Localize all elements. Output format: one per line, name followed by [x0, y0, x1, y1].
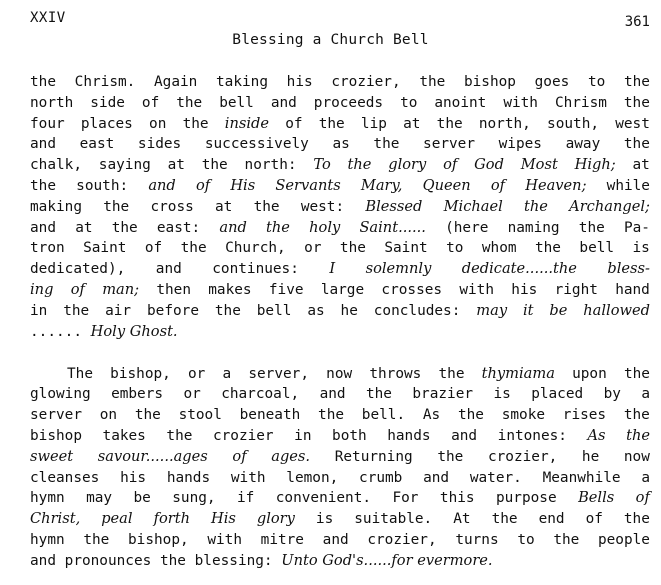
word: stool [178, 407, 222, 424]
word: crozier, [487, 448, 558, 465]
italic-word: forth [153, 510, 190, 528]
word: cross [150, 198, 194, 215]
word: the [30, 177, 56, 194]
word: As [422, 407, 441, 424]
italic-word: bless- [607, 260, 650, 278]
italic-word: of [443, 156, 458, 174]
word: the [111, 219, 138, 236]
text-line [30, 93, 650, 114]
word: the [214, 302, 241, 319]
text-line [30, 322, 650, 343]
word: his [511, 281, 538, 298]
italic-word: sweet [30, 447, 74, 465]
text-line [30, 530, 650, 551]
word: bell. [361, 407, 406, 424]
word: side [90, 94, 125, 111]
word: and [322, 531, 349, 548]
word: hand [615, 281, 650, 298]
word: and [270, 94, 297, 111]
word: crumb [359, 469, 403, 486]
text-line [30, 301, 650, 322]
word: while [606, 177, 650, 194]
word: as [332, 136, 350, 153]
text-line [30, 364, 650, 385]
italic-word: evermore. [417, 551, 493, 569]
word: At [453, 511, 471, 528]
word: the [134, 407, 161, 424]
page-number: 361 [624, 14, 650, 30]
italic-word: Archangel; [569, 197, 650, 215]
word: with [230, 469, 266, 486]
word: bishop, [128, 531, 189, 548]
word: brazier [412, 386, 474, 403]
word: the [63, 302, 90, 319]
word: water. [469, 469, 522, 486]
word: with [207, 531, 242, 548]
italic-word: ing [30, 280, 54, 298]
word: dedicated), [30, 261, 126, 278]
word: the [457, 407, 484, 424]
italic-word: the [266, 218, 290, 236]
italic-word: the [626, 426, 650, 444]
word: in [294, 427, 312, 444]
italic-word: man; [102, 280, 140, 298]
word: glowing [30, 386, 91, 403]
italic-word: As [587, 426, 606, 444]
word: cleanses [30, 469, 100, 486]
word: as [307, 302, 325, 319]
word: of [141, 94, 160, 111]
word: suitable. [354, 511, 433, 528]
word: the [159, 552, 195, 569]
word: the [623, 136, 650, 153]
word: lemon, [286, 469, 339, 486]
word: air [105, 302, 132, 319]
word: in [30, 302, 48, 319]
word: both [332, 427, 367, 444]
word: hands [166, 469, 211, 486]
word: server [423, 136, 476, 153]
word: at [632, 157, 650, 174]
word: is [632, 240, 650, 257]
word: the [166, 427, 193, 444]
word: the [623, 365, 650, 382]
word: the [623, 407, 650, 424]
italic-word: God [474, 156, 504, 174]
text-line [30, 72, 650, 93]
word: Saint [384, 240, 428, 257]
italic-word: thymiama [481, 364, 555, 382]
italic-word: of [232, 447, 247, 465]
word: and [30, 552, 65, 569]
word: and [423, 469, 450, 486]
word: people [597, 531, 650, 548]
word: chalk, [30, 157, 82, 174]
word: saying [98, 157, 151, 174]
word: wipes [498, 136, 542, 153]
word: Pa- [623, 219, 650, 236]
italic-word: ages. [271, 447, 311, 465]
word: bishop [30, 427, 82, 444]
word: and [319, 386, 346, 403]
text-line [30, 259, 650, 280]
word: and [30, 136, 56, 153]
word: of [585, 511, 603, 528]
word: the [253, 198, 280, 215]
word: hymn [30, 531, 65, 548]
word: mitre [260, 531, 304, 548]
word: takes [102, 427, 146, 444]
word: the [339, 240, 366, 257]
word: to [446, 240, 464, 257]
word: throws [369, 365, 422, 382]
word: hymn [30, 490, 65, 507]
word: or [188, 365, 206, 382]
word: is [315, 511, 334, 528]
text-line [30, 197, 650, 218]
word: proceeds [313, 94, 384, 111]
word: the [83, 531, 110, 548]
text-line [30, 509, 650, 530]
italic-word: His [211, 510, 236, 528]
word: the [182, 115, 209, 132]
chapter-number: XXIV [30, 10, 66, 26]
text-line [30, 488, 650, 509]
word: the [201, 157, 228, 174]
word: server [30, 407, 82, 424]
word: successively [204, 136, 309, 153]
italic-word: I [329, 260, 336, 278]
italic-word: and [148, 176, 176, 194]
word: four [30, 115, 65, 132]
word: bishop, [110, 365, 171, 382]
word: be [133, 490, 151, 507]
italic-word: God's......for [322, 551, 418, 569]
word: with [503, 94, 538, 111]
word: the [491, 511, 518, 528]
text-line [30, 426, 650, 447]
text-line [30, 218, 650, 239]
word: this [439, 490, 475, 507]
word: the [419, 74, 446, 90]
italic-word: Holy [90, 322, 130, 340]
text-line [30, 384, 650, 405]
word: tron [30, 240, 65, 257]
running-head [30, 8, 650, 30]
word: Again [154, 74, 198, 90]
paragraph-gap [30, 342, 650, 363]
word: a [641, 386, 650, 403]
paragraph [30, 364, 650, 572]
text-line [30, 238, 650, 259]
word: The [67, 365, 93, 382]
word: Meanwhile [542, 469, 621, 486]
italic-word: glory [388, 156, 427, 174]
word: south, [547, 115, 600, 132]
word: Saint [83, 240, 127, 257]
italic-word: be [549, 301, 568, 319]
word: by [603, 386, 621, 403]
word: large [320, 281, 365, 298]
word: the [180, 240, 207, 257]
italic-word: Blessed [365, 197, 423, 215]
body-text [30, 72, 650, 572]
word: is [493, 386, 511, 403]
word: east: [156, 219, 201, 236]
italic-word: solemnly [365, 260, 432, 278]
word: the [623, 94, 650, 111]
word: sung, [172, 490, 216, 507]
word: convenient. [275, 490, 372, 507]
italic-word: of [490, 176, 506, 194]
word: rises [562, 407, 607, 424]
italic-word: His [230, 176, 256, 194]
word: the [437, 448, 464, 465]
word: to [587, 74, 606, 90]
italic-word: Most [520, 156, 558, 174]
italic-word: savour......ages [97, 447, 208, 465]
word: to [400, 94, 418, 111]
word: now [326, 365, 353, 382]
word: at [215, 198, 233, 215]
word: bell [579, 240, 615, 257]
word: he [340, 302, 358, 319]
word: embers [111, 386, 164, 403]
word: the [365, 386, 392, 403]
word: bishop [463, 74, 516, 90]
section-title: Blessing a Church Bell [232, 32, 429, 48]
word: the [176, 94, 203, 111]
word: placed [531, 386, 584, 403]
word: bell [219, 94, 254, 111]
word: whom [481, 240, 517, 257]
word: the [534, 240, 561, 257]
word: crozier [212, 427, 274, 444]
word: naming [507, 219, 560, 236]
word: north [30, 94, 74, 111]
word: of [144, 240, 163, 257]
word: For [392, 490, 419, 507]
word: anoint [434, 94, 487, 111]
word: purpose [495, 490, 557, 507]
word: pronounces [64, 552, 160, 569]
word: concludes: [373, 302, 461, 319]
word: sides [137, 136, 182, 153]
word: his [120, 469, 147, 486]
word: to [517, 531, 535, 548]
italic-word: Ghost. [129, 322, 178, 340]
word: the [553, 531, 580, 548]
paragraph [30, 72, 650, 342]
italic-word: Heaven; [525, 176, 587, 194]
word: lip [360, 115, 387, 132]
word: he [581, 448, 600, 465]
word: east [79, 136, 115, 153]
word: at [403, 115, 421, 132]
word: beneath [239, 407, 301, 424]
word: server, [248, 365, 309, 382]
italic-word: Michael [443, 197, 503, 215]
word: the [30, 74, 56, 90]
italic-word: the [347, 156, 372, 174]
word: the [436, 115, 463, 132]
word: may [86, 490, 113, 507]
word: the [623, 74, 650, 90]
text-line [30, 155, 650, 176]
word: or [304, 240, 322, 257]
word: places [80, 115, 133, 132]
word: a [222, 365, 232, 382]
word: Church, [225, 240, 286, 257]
word: or [183, 386, 201, 403]
text-line [30, 134, 650, 155]
word: and [30, 219, 56, 236]
word: (here [445, 219, 489, 236]
word: the [578, 219, 605, 236]
italic-word: glory [256, 510, 295, 528]
word: and [155, 261, 182, 278]
word: making [30, 198, 82, 215]
italic-word: it [522, 301, 534, 319]
italic-word: of [70, 280, 85, 298]
word: hands [387, 427, 431, 444]
word: the [103, 198, 130, 215]
word: with [459, 281, 495, 298]
word: charcoal, [221, 386, 300, 403]
text-line [30, 551, 650, 572]
text-line [30, 447, 650, 468]
italic-word: Mary, [360, 176, 403, 194]
italic-word: may [476, 301, 508, 319]
word: crosses [381, 281, 443, 298]
word: now [623, 448, 650, 465]
italic-word: hallowed [583, 301, 650, 319]
word: then [156, 281, 191, 298]
word: west [615, 115, 650, 132]
word: his [286, 74, 313, 90]
italic-word: Bells [578, 489, 615, 507]
italic-word: Unto [281, 551, 323, 569]
word: at [167, 157, 185, 174]
word: Chrism [554, 94, 607, 111]
word: away [565, 136, 601, 153]
word: taking [216, 74, 268, 90]
text-line [30, 176, 650, 197]
word: the [623, 511, 650, 528]
word: west: [300, 198, 345, 215]
italic-word: of [635, 489, 650, 507]
italic-word: High; [574, 156, 616, 174]
word: north, [478, 115, 531, 132]
italic-word: Servants [275, 176, 341, 194]
italic-word: Saint...... [359, 218, 426, 236]
word: crozier, [331, 74, 401, 90]
word: end [538, 511, 565, 528]
italic-word: Queen [422, 176, 471, 194]
word: makes [208, 281, 252, 298]
italic-word: and [219, 218, 247, 236]
word: crozier, [367, 531, 437, 548]
word: the [318, 115, 345, 132]
word: the [373, 136, 400, 153]
italic-word: holy [309, 218, 341, 236]
word: on [99, 407, 118, 424]
word: of [285, 115, 303, 132]
word: and [451, 427, 478, 444]
word: before [147, 302, 199, 319]
word: turns [455, 531, 499, 548]
word: blessing: [194, 552, 282, 569]
italic-word: dedicate......the [461, 260, 577, 278]
italic-word: inside [224, 114, 269, 132]
italic-word: peal [101, 510, 133, 528]
italic-word: Christ, [30, 510, 81, 528]
word: if [237, 490, 255, 507]
text-line [30, 405, 650, 426]
italic-word: To [313, 156, 331, 174]
word: a [641, 469, 650, 486]
text-line [30, 114, 650, 135]
word: bell [256, 302, 292, 319]
word: ...... [30, 323, 91, 340]
italic-word: of [195, 176, 211, 194]
word: upon [572, 365, 607, 382]
word: goes [534, 74, 570, 90]
word: smoke [501, 407, 546, 424]
word: south: [76, 177, 129, 194]
word: right [554, 281, 598, 298]
word: Returning [334, 448, 413, 465]
word: the [318, 407, 345, 424]
word: Chrism. [74, 74, 136, 90]
word: at [75, 219, 93, 236]
word: continues: [212, 261, 299, 278]
text-line [30, 468, 650, 489]
word: five [268, 281, 304, 298]
text-line [30, 280, 650, 301]
word: intones: [497, 427, 567, 444]
italic-word: the [524, 197, 548, 215]
word: the [438, 365, 465, 382]
word: on [149, 115, 167, 132]
word: north: [244, 157, 297, 174]
